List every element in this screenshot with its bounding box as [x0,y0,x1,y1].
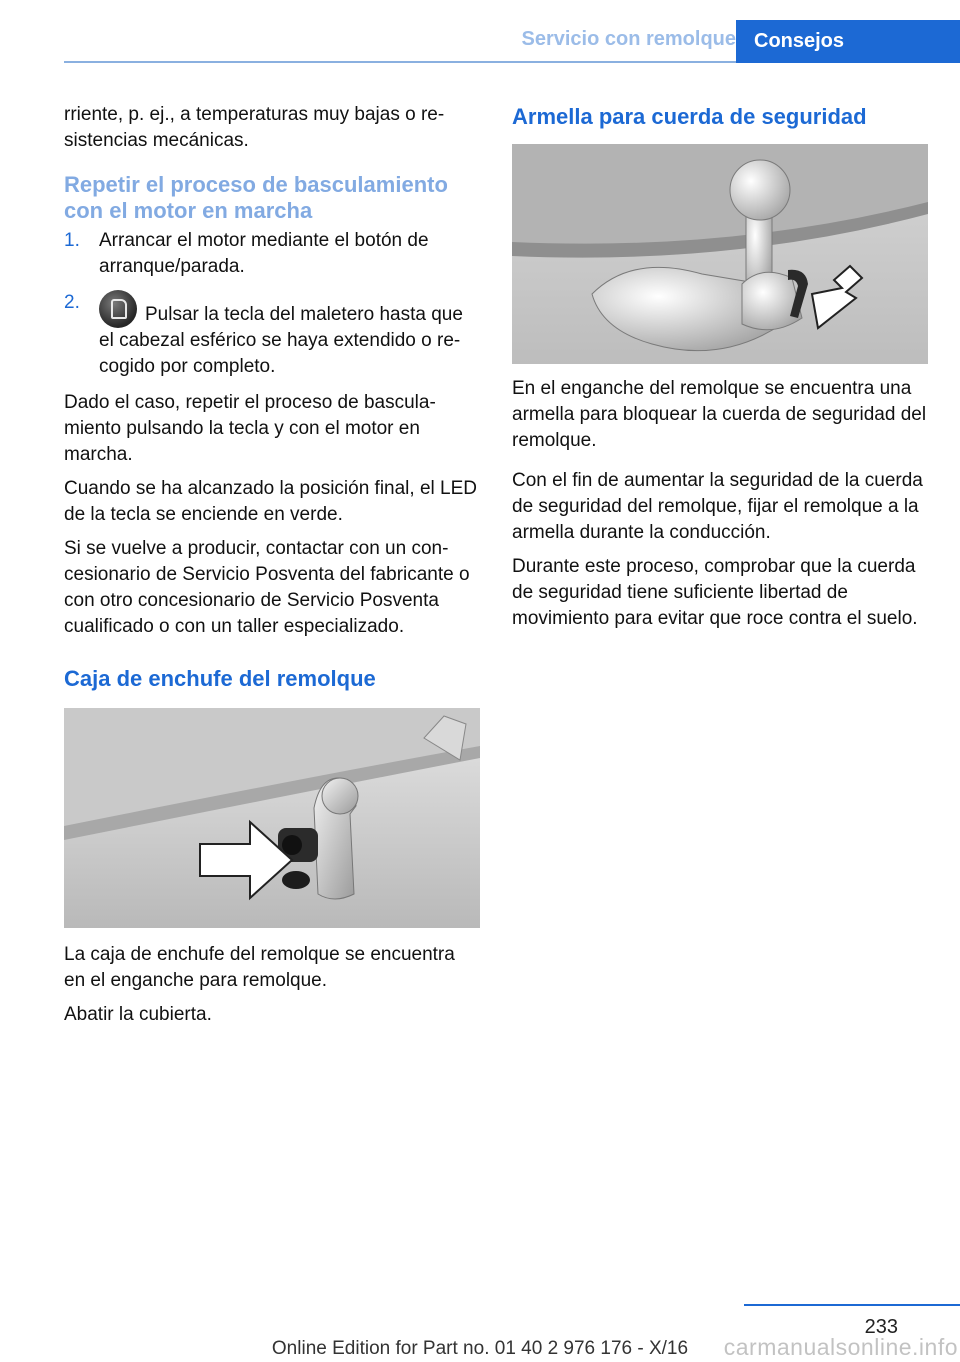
step-item [64,290,480,380]
paragraph: Durante este proceso, comprobar que la cuerda de seguridad tiene suficiente libertad de movimiento para evitar que roce contra el suelo. [512,556,918,629]
trunk-button-icon [99,290,137,328]
watermark: carmanualsonline.info [723,1334,958,1360]
step-text: Pulsar la tecla del maletero hasta que el cabezal esférico se haya extendido o recogido por completo. [99,304,463,377]
right-column [512,102,928,640]
intro-text: rriente, p. ej., a temperaturas muy bajas o resistencias mecánicas. [64,104,445,151]
header-section-title: Servicio con remolque [521,28,736,50]
paragraph: Si se vuelve a producir, contactar con un concesionario de Servicio Posventa del fabricante o con otro concesionario de Servicio Posventa cualificado o con un taller especializado. [64,538,470,637]
paragraph: Abatir la cubierta. [64,1004,212,1025]
section-heading-eye: Armella para cuerda de seguridad [512,104,867,129]
footer-rule [744,1304,960,1306]
left-column [64,102,480,1036]
paragraph: Cuando se ha alcanzado la posición final, el LED de la tecla se enciende en verde. [64,478,477,525]
section-heading-tilt: Repetir el proceso de basculamiento con el motor en marcha [64,172,448,223]
paragraph: La caja de enchufe del remolque se encuentra en el enganche para remolque. [64,944,455,991]
step-number: 1. [64,230,80,251]
page-number: 233 [864,1316,898,1338]
step-text: Arrancar el motor mediante el botón de arranque/parada. [99,230,429,277]
safety-eye-photo [512,144,928,364]
step-item [64,228,480,280]
paragraph: Dado el caso, repetir el proceso de basculamiento pulsando la tecla y con el motor en marcha. [64,392,436,465]
header-chapter-tab: Consejos [736,20,960,63]
step-number: 2. [64,292,80,313]
section-heading-socket: Caja de enchufe del remolque [64,666,376,691]
trailer-socket-photo [64,708,480,928]
edition-text: Online Edition for Part no. 01 40 2 976 176 - X/16 [271,1338,689,1359]
paragraph: Con el fin de aumentar la seguridad de la cuerda de seguridad del remolque, fijar el remolque a la armella durante la conducción. [512,470,923,543]
steps-list [64,228,480,380]
paragraph: En el enganche del remolque se encuentra una armella para bloquear la cuerda de seguridad del remolque. [512,378,927,451]
